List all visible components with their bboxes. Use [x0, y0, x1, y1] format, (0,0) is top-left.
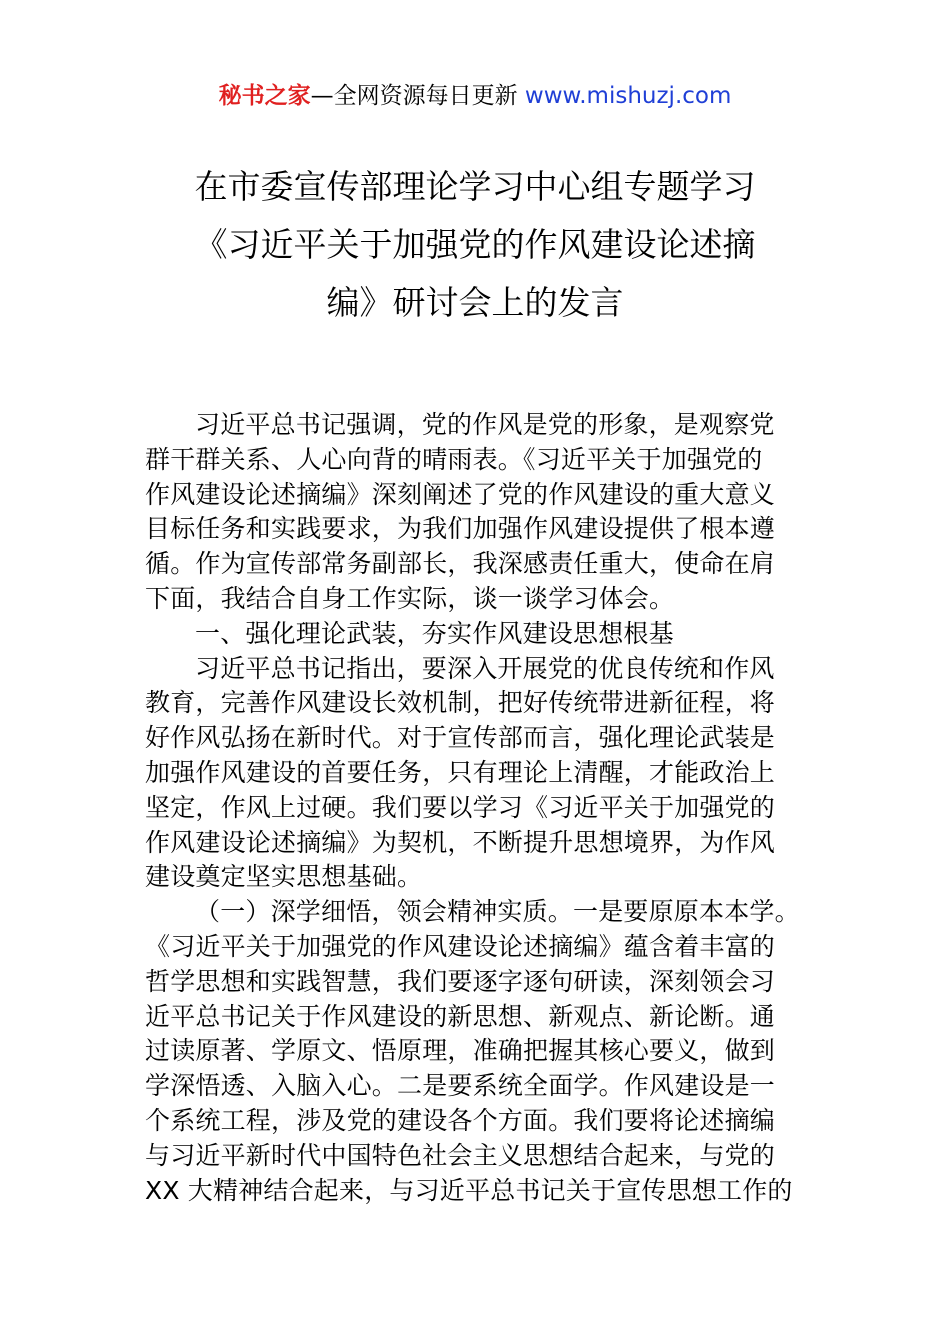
paragraph-line: 学深悟透、入脑入心。二是要系统全面学。作风建设是一	[145, 1071, 776, 1101]
paragraph-line: 下面，我结合自身工作实际，谈一谈学习体会。	[145, 583, 675, 613]
paragraph-line: 《习近平关于加强党的作风建设论述摘编》蕴含着丰富的	[145, 931, 776, 961]
paragraph-line: 建设奠定坚实思想基础。	[145, 862, 423, 892]
site-header	[0, 80, 950, 112]
paragraph-line: 习近平总书记强调，党的作风是党的形象，是观察党	[195, 410, 775, 439]
paragraph-line: 群干群关系、人心向背的晴雨表。《习近平关于加强党的	[145, 444, 763, 474]
paragraph-line: 作风建设论述摘编》深刻阐述了党的作风建设的重大意义	[145, 479, 776, 509]
paragraph-line: 近平总书记关于作风建设的新思想、新观点、新论断。通	[145, 1001, 776, 1031]
paragraph-line: 与习近平新时代中国特色社会主义思想结合起来，与党的	[145, 1140, 776, 1170]
title-line: 在市委宣传部理论学习中心组专题学习	[194, 167, 756, 206]
paragraph-line: XX 大精神结合起来，与习近平总书记关于宣传思想工作的	[145, 1175, 793, 1205]
paragraph-line: 教育，完善作风建设长效机制，把好传统带进新征程，将	[145, 688, 776, 718]
paragraph-line: 作风建设论述摘编》为契机，不断提升思想境界，为作风	[145, 827, 776, 857]
paragraph-line: （一）深学细悟，领会精神实质。一是要原原本本学。	[195, 897, 800, 927]
paragraph-line: 坚定，作风上过硬。我们要以学习《习近平关于加强党的	[145, 792, 776, 822]
paragraph-line: 加强作风建设的首要任务，只有理论上清醒，才能政治上	[145, 757, 776, 787]
site-tagline: —全网资源每日更新	[310, 83, 525, 109]
section-heading: 一、强化理论武装，夯实作风建设思想根基	[195, 618, 674, 648]
site-url-link[interactable]: www.mishuzj.com	[524, 83, 732, 109]
paragraph-line: 循。作为宣传部常务副部长，我深感责任重大，使命在肩	[145, 549, 776, 579]
paragraph-line: 习近平总书记指出，要深入开展党的优良传统和作风	[195, 653, 775, 683]
paragraph-line: 个系统工程，涉及党的建设各个方面。我们要将论述摘编	[145, 1105, 776, 1135]
document-body	[145, 408, 810, 1208]
site-brand: 秘书之家	[218, 83, 311, 109]
paragraph-line: 目标任务和实践要求，为我们加强作风建设提供了根本遵	[145, 514, 776, 544]
document-title	[100, 158, 850, 332]
title-line: 编》研讨会上的发言	[326, 283, 624, 322]
title-line: 《习近平关于加强党的作风建设论述摘	[194, 225, 756, 264]
paragraph-line: 哲学思想和实践智慧，我们要逐字逐句研读，深刻领会习	[145, 966, 776, 996]
paragraph-line: 过读原著、学原文、悟原理，准确把握其核心要义，做到	[145, 1036, 776, 1066]
paragraph-line: 好作风弘扬在新时代。对于宣传部而言，强化理论武装是	[145, 723, 776, 753]
